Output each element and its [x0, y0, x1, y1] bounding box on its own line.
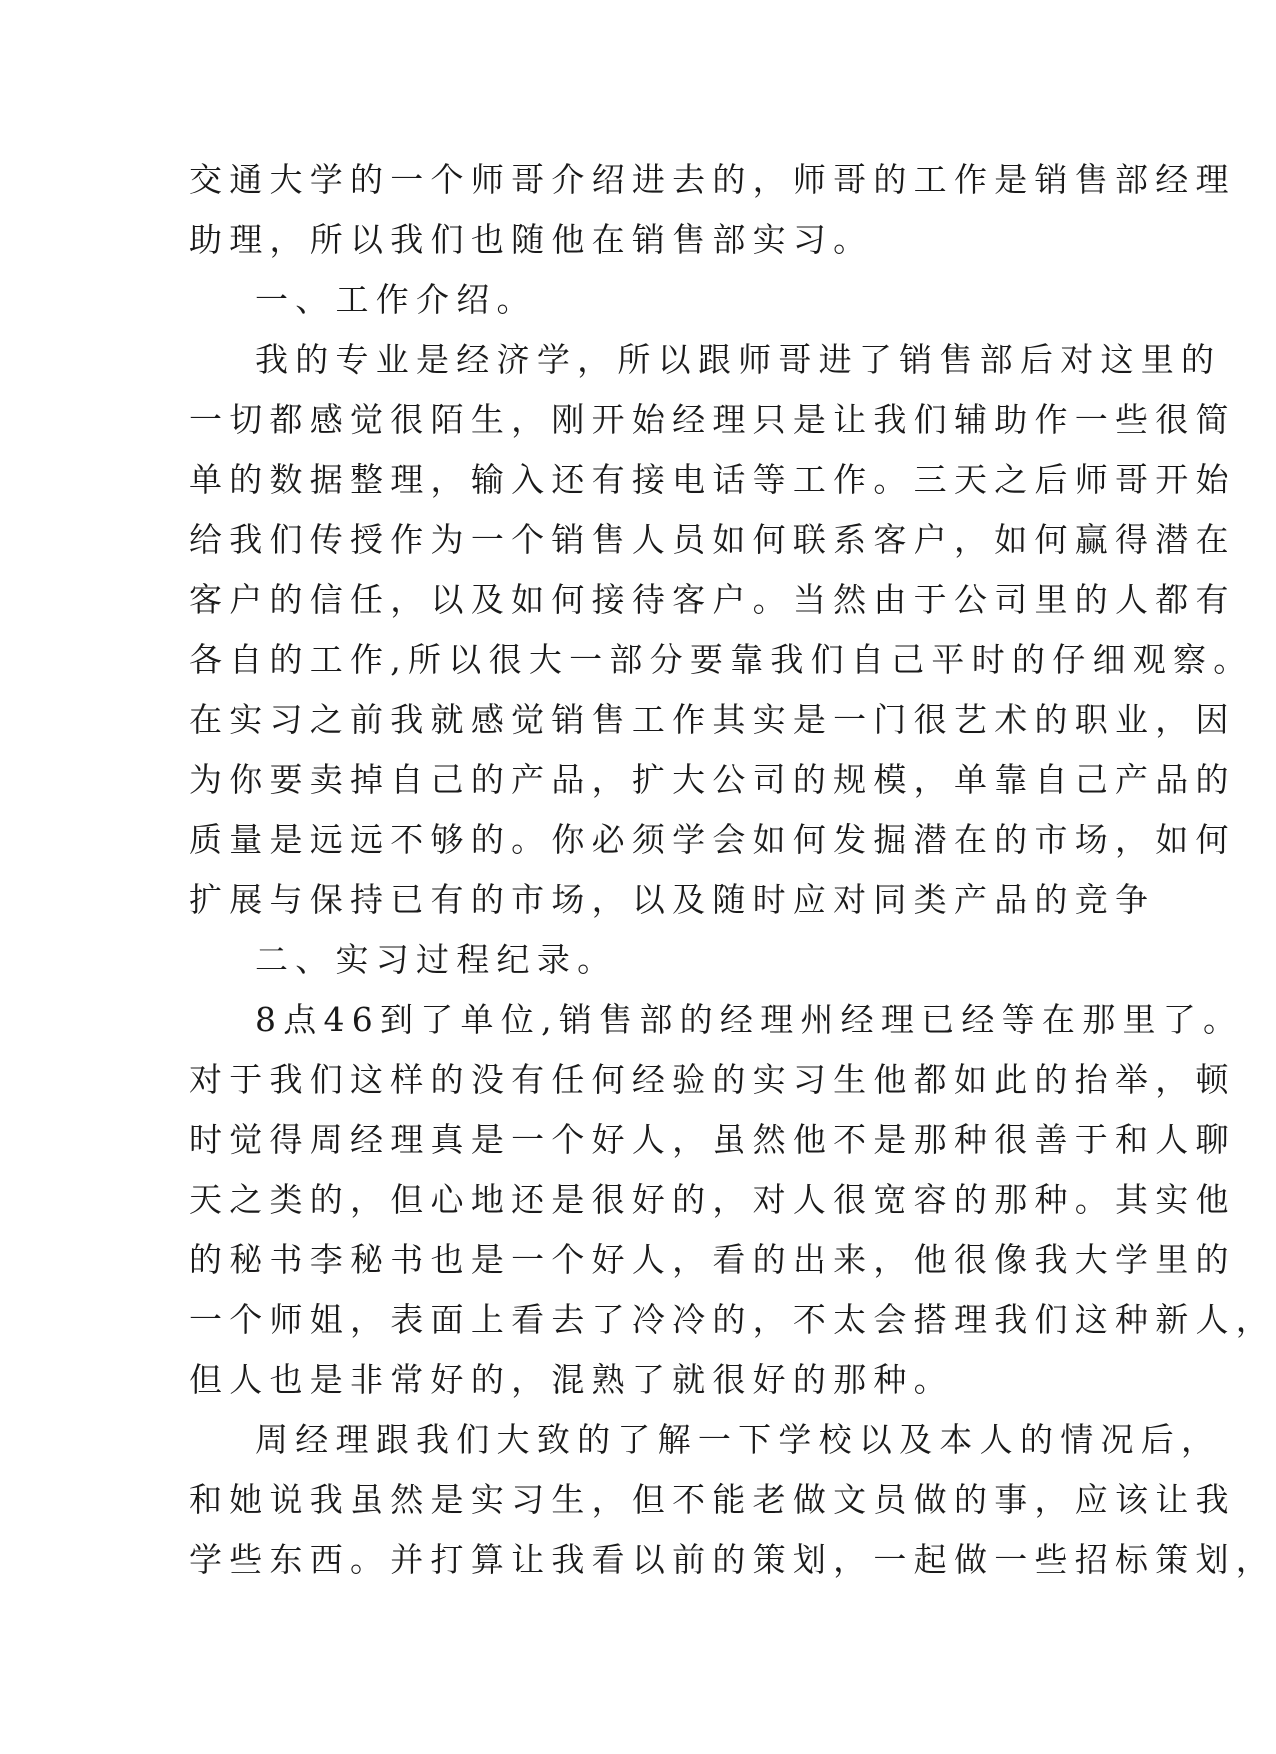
- text-line: 客户的信任，以及如何接待客户。当然由于公司里的人都有: [189, 580, 1236, 619]
- text-line: 单的数据整理，输入还有接电话等工作。三天之后师哥开始: [189, 460, 1236, 499]
- text-line: 各自的工作,所以很大一部分要靠我们自己平时的仔细观察。: [189, 640, 1254, 679]
- text-line: 我的专业是经济学，所以跟师哥进了销售部后对这里的: [255, 340, 1222, 379]
- section-heading: 一、工作介绍。: [255, 280, 537, 319]
- text-line: 天之类的，但心地还是很好的，对人很宽容的那种。其实他: [189, 1180, 1236, 1219]
- text-line: 时觉得周经理真是一个好人，虽然他不是那种很善于和人聊: [189, 1120, 1236, 1159]
- text-line: 在实习之前我就感觉销售工作其实是一门很艺术的职业，因: [189, 700, 1236, 739]
- text-line: 对于我们这样的没有任何经验的实习生他都如此的抬举，顿: [189, 1060, 1236, 1099]
- text-line: 质量是远远不够的。你必须学会如何发掘潜在的市场，如何: [189, 820, 1236, 859]
- text-line: 但人也是非常好的，混熟了就很好的那种。: [189, 1360, 954, 1399]
- text-line: 8点46到了单位,销售部的经理州经理已经等在那里了。: [255, 1000, 1244, 1039]
- text-line: 的秘书李秘书也是一个好人，看的出来，他很像我大学里的: [189, 1240, 1236, 1279]
- text-line: 学些东西。并打算让我看以前的策划，一起做一些招标策划，: [189, 1540, 1276, 1579]
- text-line: 一切都感觉很陌生，刚开始经理只是让我们辅助作一些很简: [189, 400, 1236, 439]
- text-line: 给我们传授作为一个销售人员如何联系客户，如何赢得潜在: [189, 520, 1236, 559]
- text-line: 周经理跟我们大致的了解一下学校以及本人的情况后，: [255, 1420, 1222, 1459]
- text-line: 为你要卖掉自己的产品，扩大公司的规模，单靠自己产品的: [189, 760, 1236, 799]
- text-line: 和她说我虽然是实习生，但不能老做文员做的事，应该让我: [189, 1480, 1236, 1519]
- text-line: 扩展与保持已有的市场，以及随时应对同类产品的竞争: [189, 880, 1156, 919]
- document-body: [189, 150, 1276, 1590]
- section-heading: 二、实习过程纪录。: [255, 940, 618, 979]
- text-line: 一个师姐，表面上看去了冷冷的，不太会搭理我们这种新人，: [189, 1300, 1276, 1339]
- text-line: 交通大学的一个师哥介绍进去的，师哥的工作是销售部经理: [189, 160, 1236, 199]
- text-line: 助理，所以我们也随他在销售部实习。: [189, 220, 874, 259]
